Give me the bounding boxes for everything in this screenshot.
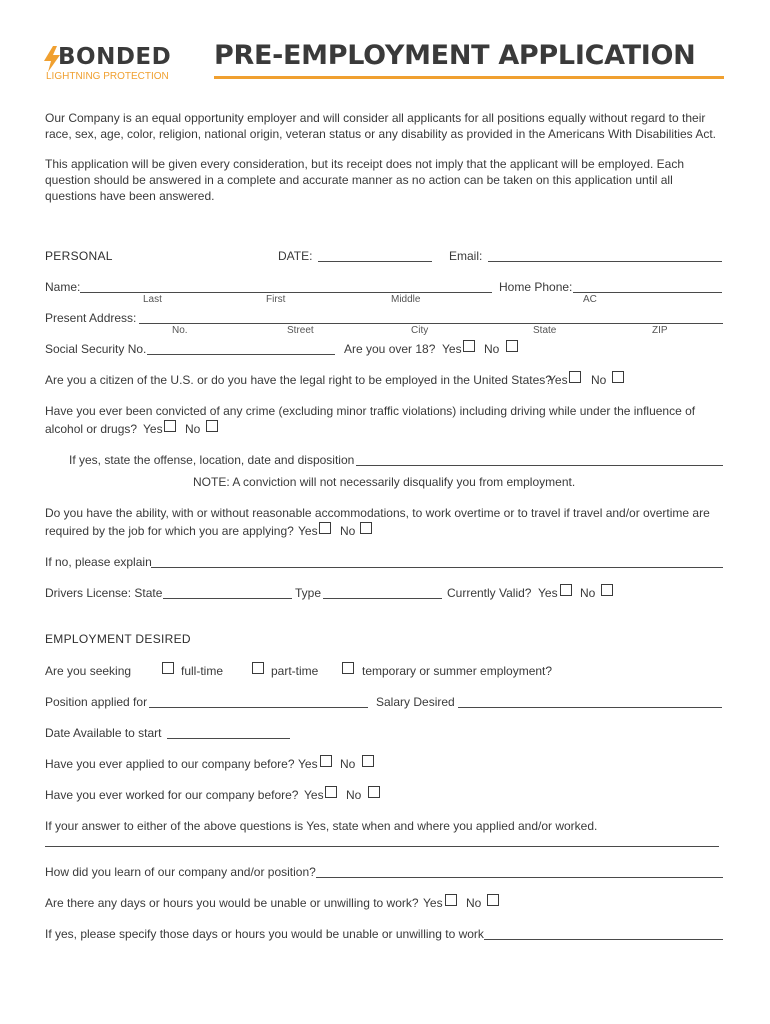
worked-yes-checkbox[interactable] <box>325 786 337 798</box>
address-label: Present Address: <box>45 311 137 325</box>
over18-no-label: No <box>484 342 500 356</box>
overtime-no-checkbox[interactable] <box>360 522 372 534</box>
convicted-no-checkbox[interactable] <box>206 420 218 432</box>
part-time-checkbox[interactable] <box>252 662 264 674</box>
citizen-no-label: No <box>591 373 607 387</box>
page-title: PRE-EMPLOYMENT APPLICATION <box>214 40 696 71</box>
ssn-field[interactable] <box>147 354 335 355</box>
drivers-type-label: Type <box>295 586 322 600</box>
intro-equal-opportunity: Our Company is an equal opportunity employer and will consider all applicants for all positions equally without regard to their race, sex, age, color, religion, national origin, veteran status or any disability as provided in the Americans With Disabilities Act. <box>45 111 716 141</box>
salary-field[interactable] <box>458 707 722 708</box>
ssn-label: Social Security No. <box>45 342 147 356</box>
applied-no-checkbox[interactable] <box>362 755 374 767</box>
overtime-yes-label: Yes <box>298 524 318 538</box>
unable-yes-checkbox[interactable] <box>445 894 457 906</box>
valid-yes-label: Yes <box>538 586 558 600</box>
convicted-yes-checkbox[interactable] <box>164 420 176 432</box>
name-sub-middle: Middle <box>391 294 421 305</box>
overtime-no-label: No <box>340 524 356 538</box>
home-phone-label: Home Phone: <box>499 280 573 294</box>
applied-before-question: Have you ever applied to our company before? <box>45 757 295 771</box>
intro-consideration: This application will be given every consideration, but its receipt does not imply that the applicant will be employed. Each question should be answered in a complete and accurate manner as no action can be taken on this application until all questions have been answered. <box>45 157 685 203</box>
unable-no-label: No <box>466 896 482 910</box>
citizen-question: Are you a citizen of the U.S. or do you have the legal right to be employed in the United States? <box>45 373 552 387</box>
convicted-question-line1: Have you ever been convicted of any crime (excluding minor traffic violations) including driving while under the influence of <box>45 404 696 418</box>
explain-label: If no, please explain <box>45 555 152 569</box>
offense-field[interactable] <box>356 465 723 466</box>
either-yes-label: If your answer to either of the above questions is Yes, state when and where you applied and/or worked. <box>45 819 598 833</box>
name-label: Name: <box>45 280 81 294</box>
logo-tagline: LIGHTNING PROTECTION <box>46 71 169 82</box>
convicted-question-line2: alcohol or drugs? <box>45 422 138 436</box>
learn-label: How did you learn of our company and/or position? <box>45 865 316 879</box>
convicted-yes-label: Yes <box>143 422 163 436</box>
date-label: DATE: <box>278 249 313 263</box>
over18-label: Are you over 18? <box>344 342 436 356</box>
valid-no-label: No <box>580 586 596 600</box>
date-available-field[interactable] <box>167 738 290 739</box>
unable-yes-label: Yes <box>423 896 443 910</box>
over18-yes-label: Yes <box>442 342 462 356</box>
full-time-label: full-time <box>181 664 224 678</box>
valid-yes-checkbox[interactable] <box>560 584 572 596</box>
personal-heading: PERSONAL <box>45 249 113 263</box>
employment-heading: EMPLOYMENT DESIRED <box>45 632 191 646</box>
specify-field[interactable] <box>484 939 723 940</box>
applied-no-label: No <box>340 757 356 771</box>
worked-yes-label: Yes <box>304 788 324 802</box>
citizen-yes-label: Yes <box>548 373 568 387</box>
overtime-question-line1: Do you have the ability, with or without reasonable accommodations, to work overtime or to travel if travel and/or overtime are <box>45 506 710 520</box>
worked-before-question: Have you ever worked for our company before? <box>45 788 299 802</box>
worked-no-checkbox[interactable] <box>368 786 380 798</box>
date-field[interactable] <box>318 261 432 262</box>
valid-no-checkbox[interactable] <box>601 584 613 596</box>
currently-valid-label: Currently Valid? <box>447 586 532 600</box>
overtime-yes-checkbox[interactable] <box>319 522 331 534</box>
citizen-yes-checkbox[interactable] <box>569 371 581 383</box>
address-sub-city: City <box>411 325 429 336</box>
date-available-label: Date Available to start <box>45 726 162 740</box>
applied-yes-checkbox[interactable] <box>320 755 332 767</box>
address-sub-street: Street <box>287 325 314 336</box>
address-field[interactable] <box>139 323 723 324</box>
address-sub-state: State <box>533 325 557 336</box>
applied-yes-label: Yes <box>298 757 318 771</box>
position-label: Position applied for <box>45 695 148 709</box>
drivers-type-field[interactable] <box>323 598 442 599</box>
company-logo <box>44 44 174 84</box>
learn-field[interactable] <box>316 877 723 878</box>
conviction-note: NOTE: A conviction will not necessarily disqualify you from employment. <box>193 475 576 489</box>
name-field[interactable] <box>80 292 492 293</box>
explain-field[interactable] <box>151 567 723 568</box>
unable-question: Are there any days or hours you would be unable or unwilling to work? <box>45 896 419 910</box>
convicted-no-label: No <box>185 422 201 436</box>
address-sub-no: No. <box>172 325 188 336</box>
logo-wordmark: BONDED <box>58 44 172 70</box>
salary-label: Salary Desired <box>376 695 455 709</box>
worked-no-label: No <box>346 788 362 802</box>
position-field[interactable] <box>149 707 368 708</box>
unable-no-checkbox[interactable] <box>487 894 499 906</box>
home-phone-field[interactable] <box>573 292 722 293</box>
temporary-label: temporary or summer employment? <box>362 664 553 678</box>
specify-label: If yes, please specify those days or hours you would be unable or unwilling to work <box>45 927 484 941</box>
part-time-label: part-time <box>271 664 319 678</box>
over18-yes-checkbox[interactable] <box>463 340 475 352</box>
overtime-question-line2: required by the job for which you are applying? <box>45 524 294 538</box>
email-label: Email: <box>449 249 483 263</box>
drivers-state-field[interactable] <box>163 598 292 599</box>
email-field[interactable] <box>488 261 722 262</box>
either-yes-field[interactable] <box>45 846 719 847</box>
over18-no-checkbox[interactable] <box>506 340 518 352</box>
temporary-checkbox[interactable] <box>342 662 354 674</box>
full-time-checkbox[interactable] <box>162 662 174 674</box>
drivers-state-label: Drivers License: State <box>45 586 163 600</box>
seeking-label: Are you seeking <box>45 664 132 678</box>
offense-label: If yes, state the offense, location, date and disposition <box>69 453 355 467</box>
name-sub-first: First <box>266 294 286 305</box>
phone-sub-ac: AC <box>583 294 597 305</box>
title-underline <box>214 76 724 79</box>
address-sub-zip: ZIP <box>652 325 668 336</box>
citizen-no-checkbox[interactable] <box>612 371 624 383</box>
name-sub-last: Last <box>143 294 162 305</box>
